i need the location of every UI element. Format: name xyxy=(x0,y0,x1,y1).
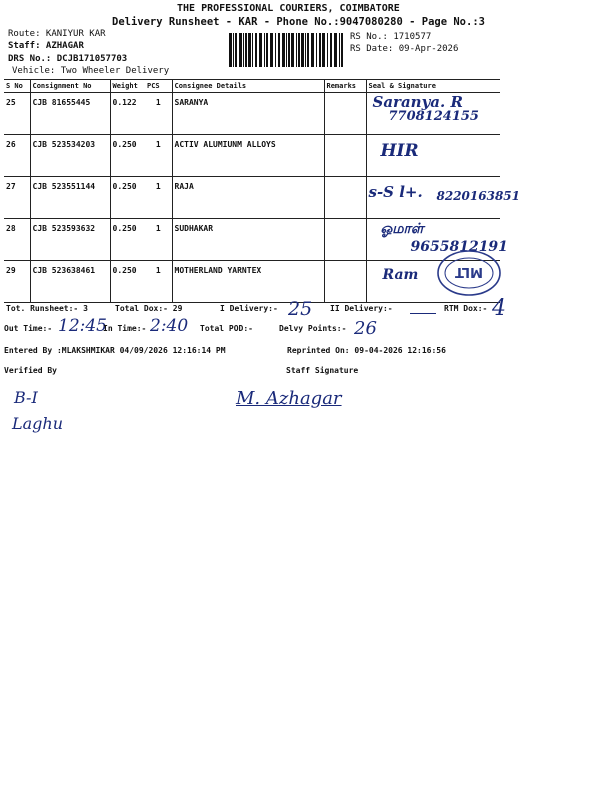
drs-number: DRS No.: DCJB171057703 xyxy=(8,54,128,64)
barcode xyxy=(229,33,344,67)
barcode-bar xyxy=(307,33,309,67)
route-label: Route: KANIYUR KAR xyxy=(8,29,106,39)
barcode-bar xyxy=(248,33,251,67)
barcode-bar xyxy=(239,33,242,67)
barcode-bar xyxy=(278,33,280,67)
table-row xyxy=(4,219,500,261)
barcode-bar xyxy=(316,33,317,67)
barcode-bar xyxy=(319,33,321,67)
ii-delivery-label: II Delivery:- xyxy=(330,304,393,313)
row-consignee: RAJA xyxy=(172,177,324,219)
row-signature xyxy=(366,177,520,219)
row-consignment: CJB 523551144 xyxy=(30,177,110,219)
barcode-bar xyxy=(286,33,287,67)
barcode-bar xyxy=(322,33,325,67)
barcode-bar xyxy=(330,33,332,67)
row-consignee: MOTHERLAND YARNTEX xyxy=(172,261,324,303)
total-pod-label: Total POD:- xyxy=(200,324,253,333)
row-weight: 0.250 xyxy=(110,261,145,303)
row-pcs: 1 xyxy=(145,261,172,303)
delvy-points-value: 26 xyxy=(354,318,377,339)
out-time-label: Out Time:- xyxy=(4,324,53,333)
in-time-value: 2:40 xyxy=(150,316,189,336)
table-row xyxy=(4,135,500,177)
barcode-bar xyxy=(233,33,234,67)
col-weight: Weight xyxy=(110,80,145,93)
handwritten-phone: 7708124155 xyxy=(388,109,479,124)
row-pcs: 1 xyxy=(145,219,172,261)
barcode-bar xyxy=(275,33,276,67)
row-consignee: SARANYA xyxy=(172,93,324,135)
i-delivery-value: 25 xyxy=(288,298,313,320)
handwritten-phone: 8220163851 xyxy=(436,189,520,203)
row-sno: 27 xyxy=(4,177,30,219)
stamp-text: MLT xyxy=(455,264,483,279)
barcode-bar xyxy=(301,33,304,67)
ii-delivery-dash xyxy=(410,313,436,314)
col-seal-signature: Seal & Signature xyxy=(366,80,500,93)
handwritten-signature: Saranya. R xyxy=(372,93,463,111)
barcode-bar xyxy=(282,33,285,67)
col-sno: S No xyxy=(4,80,30,93)
verified-signature-name: Laghu xyxy=(12,414,64,433)
barcode-bar xyxy=(291,33,294,67)
total-dox: Total Dox:- 29 xyxy=(115,304,183,313)
row-weight: 0.122 xyxy=(110,93,145,135)
rs-number: RS No.: 1710577 xyxy=(350,32,432,42)
table-row xyxy=(4,261,500,303)
rs-date: RS Date: 09-Apr-2026 xyxy=(350,44,459,54)
row-weight: 0.250 xyxy=(110,219,145,261)
barcode-bar xyxy=(259,33,262,67)
runsheet-title: Delivery Runsheet - KAR - Phone No.:9047080280 - Page No.:3 xyxy=(112,16,485,28)
barcode-bar xyxy=(266,33,268,67)
runsheet-table xyxy=(4,79,520,303)
verified-by-label: Verified By xyxy=(4,366,57,375)
row-consignee: SUDHAKAR xyxy=(172,219,324,261)
row-consignment: CJB 81655445 xyxy=(30,93,110,135)
barcode-bar xyxy=(334,33,337,67)
col-pcs: PCS xyxy=(145,80,172,93)
staff-signature: M. Azhagar xyxy=(236,388,342,409)
handwritten-signature: s-S l+. xyxy=(368,183,423,201)
out-time-value: 12:45 xyxy=(58,316,107,336)
tot-runsheet: Tot. Runsheet:- 3 xyxy=(6,304,88,313)
handwritten-signature: ஓமாள் xyxy=(380,221,424,237)
col-consignee: Consignee Details xyxy=(172,80,324,93)
row-sno: 26 xyxy=(4,135,30,177)
row-sno: 29 xyxy=(4,261,30,303)
in-time-label: In Time:- xyxy=(103,324,147,333)
row-sno: 28 xyxy=(4,219,30,261)
row-remarks xyxy=(324,93,366,135)
row-consignment: CJB 523593632 xyxy=(30,219,110,261)
barcode-bar xyxy=(252,33,253,67)
handwritten-signature: HIR xyxy=(380,141,419,161)
col-remarks: Remarks xyxy=(324,80,366,93)
barcode-bar xyxy=(341,33,343,67)
i-delivery-label: I Delivery:- xyxy=(220,304,278,313)
rtm-dox-label: RTM Dox:- xyxy=(444,304,488,313)
reprinted-on: Reprinted On: 09-04-2026 12:16:56 xyxy=(287,346,446,355)
row-signature xyxy=(366,135,500,177)
barcode-bar xyxy=(245,33,247,67)
row-consignment: CJB 523638461 xyxy=(30,261,110,303)
barcode-bar xyxy=(311,33,314,67)
handwritten-signature: Ram xyxy=(382,267,419,283)
barcode-bar xyxy=(255,33,257,67)
delvy-points-label: Delvy Points:- xyxy=(279,324,347,333)
company-seal-stamp xyxy=(434,247,504,299)
row-remarks xyxy=(324,135,366,177)
row-weight: 0.250 xyxy=(110,135,145,177)
rtm-dox-value: 4 xyxy=(492,296,506,321)
row-signature xyxy=(366,93,500,135)
staff-label: Staff: AZHAGAR xyxy=(8,41,84,51)
handwritten-phone: 9655812191 xyxy=(410,239,508,255)
barcode-bar xyxy=(270,33,273,67)
row-pcs: 1 xyxy=(145,177,172,219)
table-row xyxy=(4,93,500,135)
staff-signature-label: Staff Signature xyxy=(286,366,359,375)
barcode-bar xyxy=(235,33,237,67)
barcode-bar xyxy=(296,33,297,67)
barcode-bar xyxy=(339,33,340,67)
barcode-bar xyxy=(305,33,306,67)
entered-by: Entered By :MLAKSHMIKAR 04/09/2026 12:16:14 PM xyxy=(4,346,226,355)
company-title: THE PROFESSIONAL COURIERS, COIMBATORE xyxy=(177,3,400,14)
barcode-bar xyxy=(288,33,290,67)
row-sno: 25 xyxy=(4,93,30,135)
row-remarks xyxy=(324,261,366,303)
row-weight: 0.250 xyxy=(110,177,145,219)
table-header-row xyxy=(4,80,500,93)
row-consignee: ACTIV ALUMIUNM ALLOYS xyxy=(172,135,324,177)
row-remarks xyxy=(324,177,366,219)
row-consignment: CJB 523534203 xyxy=(30,135,110,177)
row-pcs: 1 xyxy=(145,93,172,135)
barcode-bar xyxy=(243,33,244,67)
barcode-bar xyxy=(264,33,265,67)
row-pcs: 1 xyxy=(145,135,172,177)
barcode-bar xyxy=(298,33,300,67)
verified-signature-initials: B-I xyxy=(14,388,38,407)
row-remarks xyxy=(324,219,366,261)
table-row xyxy=(4,177,500,219)
barcode-bar xyxy=(327,33,328,67)
vehicle-label: Vehicle: Two Wheeler Delivery xyxy=(12,66,170,76)
col-consignment: Consignment No xyxy=(30,80,110,93)
barcode-bar xyxy=(229,33,232,67)
